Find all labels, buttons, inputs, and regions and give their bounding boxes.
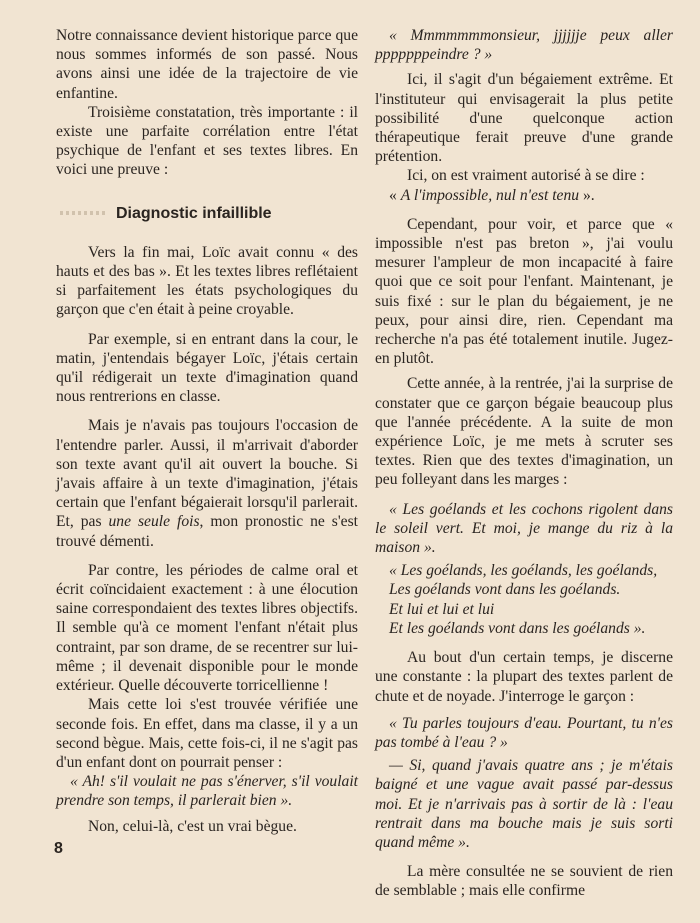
left-column xyxy=(56,26,358,836)
text-run: Mais je n'avais pas toujours l'occasion de l'entendre parler. Aussi, il m'arrivait d'aborder son texte avant qu'il ait ouvert la bouche. Si j'avais affaire à un texte d'imagination, j'étais certain que l'enfant bégaierait lorsqu'il parlerait. Et, pas xyxy=(56,417,358,531)
text-run: ». xyxy=(579,186,595,204)
page-number: 8 xyxy=(54,840,63,857)
paragraph xyxy=(56,416,358,550)
paragraph: La mère consultée ne se souvient de rien de semblable ; mais elle confirme xyxy=(375,863,673,900)
poem-line: Et les goélands vont dans les goélands ». xyxy=(389,619,646,637)
paragraph: Troisième constatation, très importante : il existe une parfaite corrélation entre l'état psychique de l'enfant et ses textes libres. En voici une preuve : xyxy=(56,103,358,179)
paragraph: Ici, il s'agit d'un bégaiement extrême. Et l'instituteur qui envisagerait la plus petite possibilité d'une quelconque action thérapeutique ferait preuve d'une grande prétention. xyxy=(375,71,673,166)
italic-run: A l'impossible, nul n'est tenu xyxy=(400,186,580,204)
paragraph: Cette année, à la rentrée, j'ai la surprise de constater que ce garçon bégaie beaucoup plus que l'année précédente. A la suite de mon expérience Loïc, je me mets à scruter ses textes. Rien que des textes d'imagination, un peu folleyant dans les marges : xyxy=(375,375,673,489)
quotation xyxy=(375,186,673,205)
paragraph: Ici, on est vraiment autorisé à se dire : xyxy=(407,167,645,185)
paragraph: Non, celui-là, c'est un vrai bègue. xyxy=(88,817,297,835)
paragraph: Au bout d'un certain temps, je discerne une constante : la plupart des textes parlent de chute et de noyade. J'interroge le garçon : xyxy=(375,649,673,705)
poem-line: « Les goélands, les goélands, les goélands, xyxy=(389,562,658,580)
paragraph: Cependant, pour voir, et parce que « impossible n'est pas breton », j'ai voulu mesurer l'ampleur de mon incapacité à faire quoi que ce soit pour l'enfant. Maintenant, je suis fixé : sur le plan du bégaiement, je ne peux, pour ainsi dire, rien. Cependant ma recherche n'a pas été totalement inutile. Jugez-en plutôt. xyxy=(375,215,673,368)
paragraph: Vers la fin mai, Loïc avait connu « des hauts et des bas ». Et les textes libres reflétaient si parfaitement les états psychologiques du garçon que c'en était à peine croyable. xyxy=(56,243,358,319)
paragraph: Notre connaissance devient historique parce que nous sommes informés de son passé. Nous avons ainsi une idée de la trajectoire de vie enfantine. xyxy=(56,27,358,102)
heading-ornament-icon xyxy=(60,211,108,215)
quotation: « Mmmmmmmonsieur, jjjjjje peux aller pppppppeindre ? » xyxy=(375,27,673,64)
poem xyxy=(375,561,673,638)
poem-line: Les goélands vont dans les goélands. xyxy=(389,581,621,599)
heading-text: Diagnostic infaillible xyxy=(116,204,272,222)
quotation: « Ah! s'il voulait ne pas s'énerver, s'il voulait prendre son temps, il parlerait bien ». xyxy=(56,773,358,810)
quotation: — Si, quand j'avais quatre ans ; je m'étais baigné et une vague avait passé par-dessus moi. Et je n'arrivais pas à sortir de là : l'eau rentrait dans ma bouche mais je suis sorti quand même ». xyxy=(375,757,673,851)
text-run: , mon pronostic ne s'est trouvé démenti. xyxy=(56,513,358,550)
paragraph: Mais cette loi s'est trouvée vérifiée une seconde fois. En effet, dans ma classe, il y a un second bègue. Mais, cette fois-ci, il ne s'agit pas d'un enfant dont on pourrait penser : xyxy=(56,696,358,771)
paragraph: Par exemple, si en entrant dans la cour, le matin, j'entendais bégayer Loïc, j'étais certain qu'il rédigerait un texte d'imagination quand nous rentrerions en classe. xyxy=(56,330,358,406)
section-heading xyxy=(56,204,358,223)
poem-line: Et lui et lui et lui xyxy=(389,600,495,618)
italic-run: une seule fois xyxy=(108,513,200,531)
quotation: « Tu parles toujours d'eau. Pourtant, tu n'es pas tombé à l'eau ? » xyxy=(375,714,673,751)
right-column xyxy=(375,26,673,901)
quotation: « Les goélands et les cochons rigolent dans le soleil vert. Et moi, je mange du riz à la maison ». xyxy=(375,500,673,557)
paragraph: Par contre, les périodes de calme oral et écrit coïncidaient exactement : à une élocution saine correspondaient des textes libres objectifs. Il semble qu'à ce moment l'enfant n'était plus contraint, par son drame, de se recentrer sur lui-même ; il devenait disponible pour le monde extérieur. Quelle découverte torricellienne ! xyxy=(56,561,358,695)
text-run: « xyxy=(389,186,401,204)
